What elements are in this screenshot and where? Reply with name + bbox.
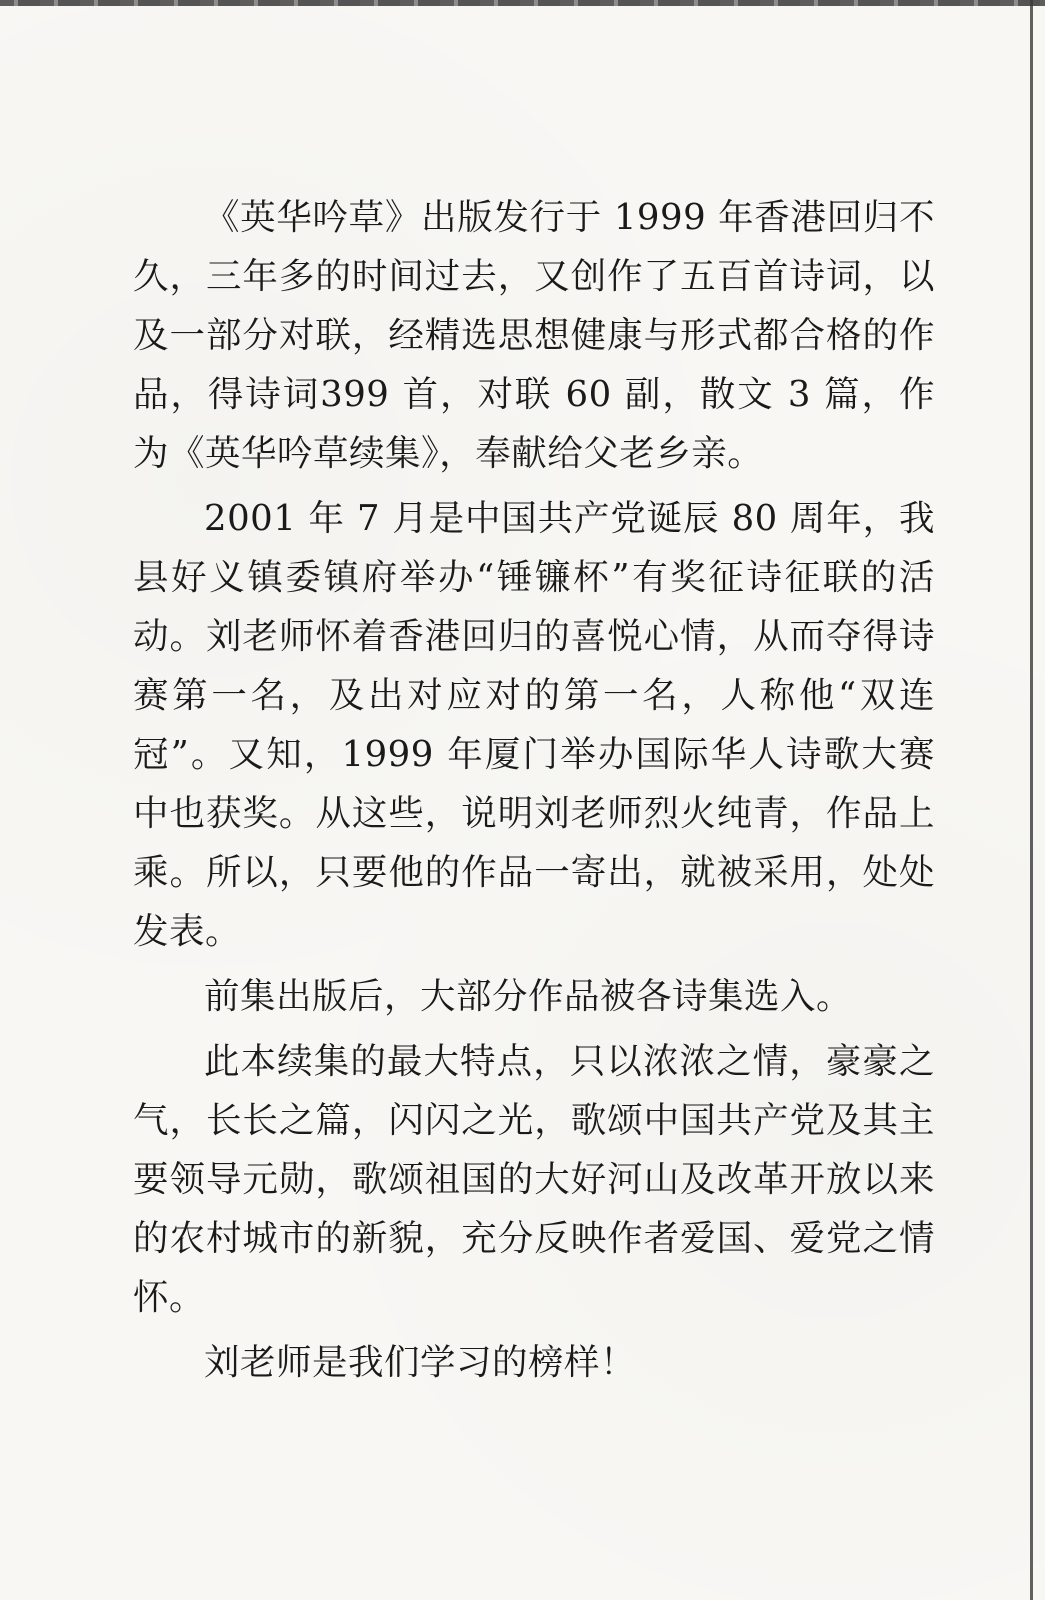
body-text: [133, 188, 935, 1398]
paragraph-5: 刘老师是我们学习的榜样！: [204, 1342, 637, 1383]
paragraph-1: 《英华吟草》出版发行于 1999 年香港回归不久，三年多的时间过去，又创作了五百首诗词，以及一部分对联，经精选思想健康与形式都合格的作品，得诗词399 首，对联 60 副，散文 3 篇，作为《英华吟草续集》，奉献给父老乡亲。: [133, 197, 935, 474]
paragraph-4: 此本续集的最大特点，只以浓浓之情，豪豪之气，长长之篇，闪闪之光，歌颂中国共产党及其主要领导元勋，歌颂祖国的大好河山及改革开放以来的农村城市的新貌，充分反映作者爱国、爱党之情怀。: [133, 1041, 935, 1318]
paragraph-2: 2001 年 7 月是中国共产党诞辰 80 周年，我县好义镇委镇府举办“锤镰杯”有奖征诗征联的活动。刘老师怀着香港回归的喜悦心情，从而夺得诗赛第一名，及出对应对的第一名，人称他“双连冠”。又知，1999 年厦门举办国际华人诗歌大赛中也获奖。从这些，说明刘老师烈火纯青，作品上乘。所以，只要他的作品一寄出，就被采用，处处发表。: [133, 498, 935, 952]
scan-top-edge: [0, 0, 1045, 6]
scan-right-edge: [1030, 0, 1033, 1600]
paragraph-3: 前集出版后，大部分作品被各诗集选入。: [204, 976, 853, 1017]
